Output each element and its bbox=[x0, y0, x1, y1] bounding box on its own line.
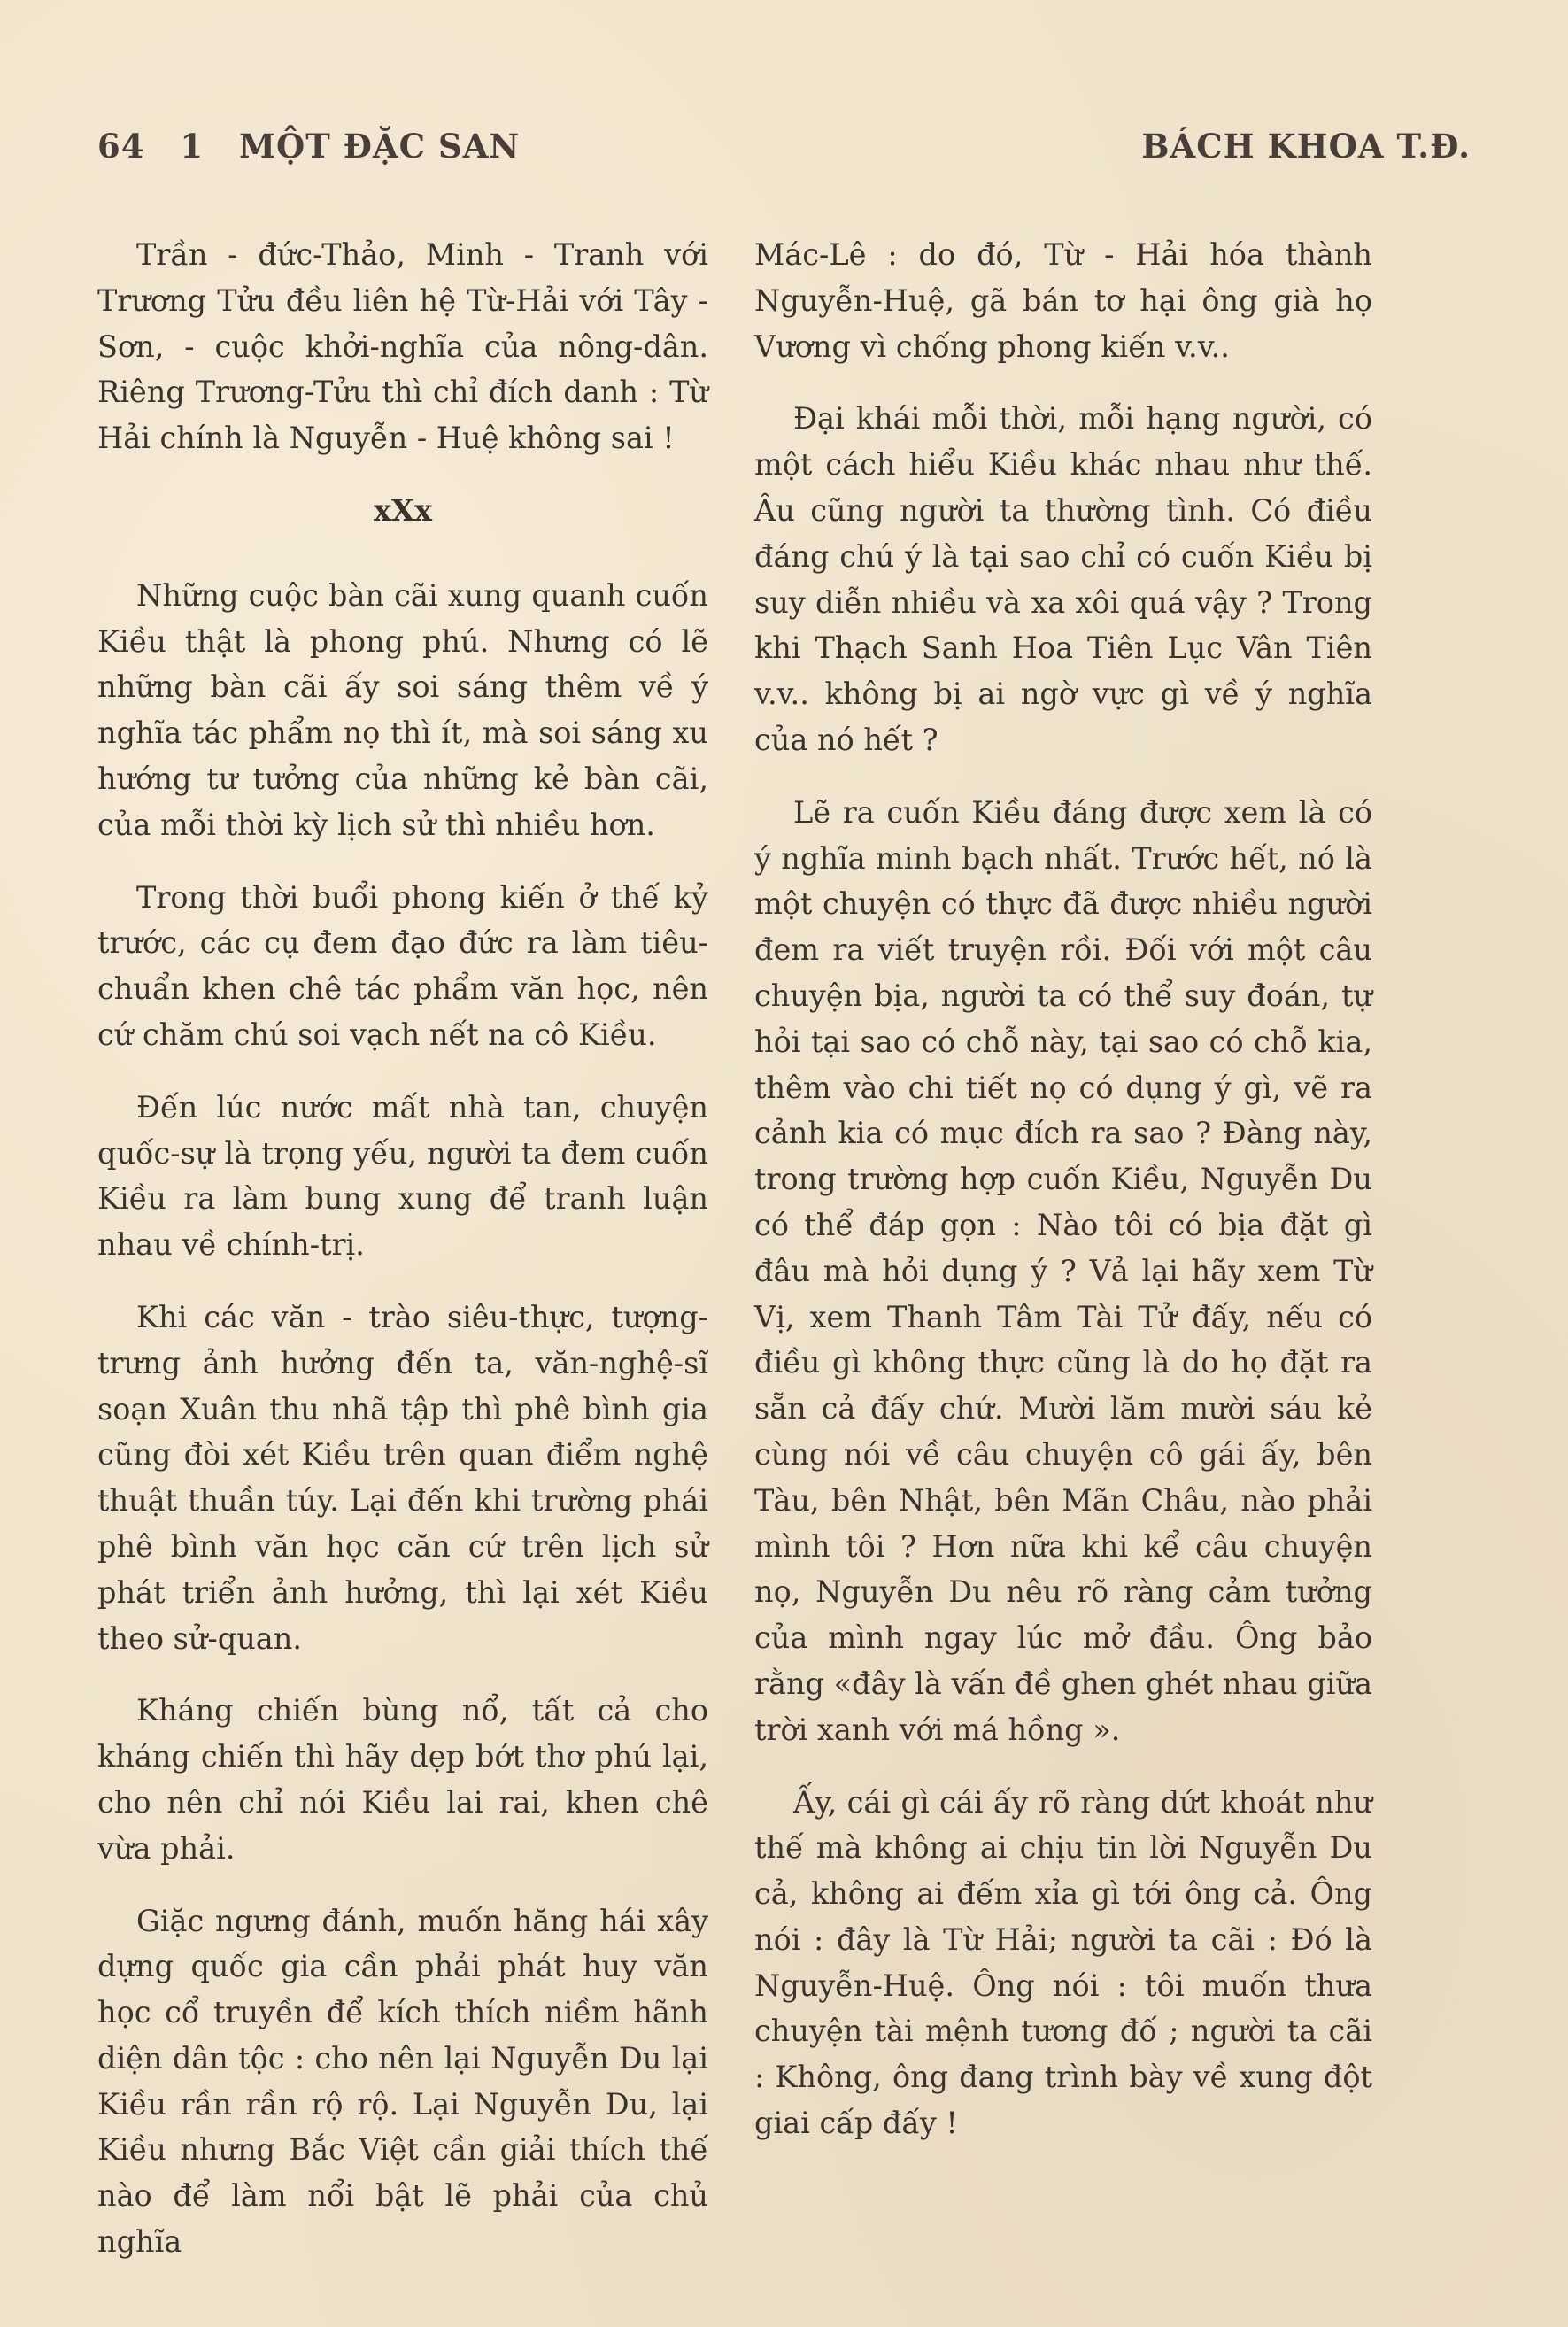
page-number: 64 bbox=[97, 127, 145, 166]
publication-title: MỘT ĐẶC SAN bbox=[239, 127, 521, 166]
page-header bbox=[97, 127, 1471, 180]
section-separator: xXx bbox=[374, 492, 432, 528]
paragraph: Ấy, cái gì cái ấy rõ ràng dứt khoát như thế mà không ai chịu tin lời Nguyễn Du cả, không ai đếm xỉa gì tới ông cả. Ông nói : đây là Từ Hải; người ta cãi : Đó là Nguyễn-Huệ. Ông nói : tôi muốn thưa chuyện tài mệnh tương đố ; người ta cãi : Không, ông đang trình bày về xung đột giai cấp đấy ! bbox=[754, 1784, 1372, 2141]
header-separator: 1 bbox=[180, 127, 205, 166]
magazine-title: BÁCH KHOA T.Đ. bbox=[1141, 127, 1471, 166]
paragraph: Khi các văn - trào siêu-thực, tượng-trưng ảnh hưởng đến ta, văn-nghệ-sĩ soạn Xuân thu nhã tập thì phê bình gia cũng đòi xét Kiều trên quan điểm nghệ thuật thuần túy. Lại đến khi trường phái phê bình văn học căn cứ trên lịch sử phát triển ảnh hưởng, thì lại xét Kiều theo sử-quan. bbox=[97, 1299, 708, 1656]
paragraph: Đại khái mỗi thời, mỗi hạng người, có một cách hiểu Kiều khác nhau như thế. Âu cũng người ta thường tình. Có điều đáng chú ý là tại sao chỉ có cuốn Kiều bị suy diễn nhiều và xa xôi quá vậy ? Trong khi Thạch Sanh Hoa Tiên Lục Vân Tiên v.v.. không bị ai ngờ vực gì về ý nghĩa của nó hết ? bbox=[754, 401, 1372, 757]
paragraph: Kháng chiến bùng nổ, tất cả cho kháng chiến thì hãy dẹp bớt thơ phú lại, cho nên chỉ nói Kiều lai rai, khen chê vừa phải. bbox=[97, 1693, 708, 1866]
right-column bbox=[754, 232, 1372, 2173]
paragraph: Trong thời buổi phong kiến ở thế kỷ trước, các cụ đem đạo đức ra làm tiêu-chuẩn khen chê tác phẩm văn học, nên cứ chăm chú soi vạch nết na cô Kiều. bbox=[97, 879, 708, 1052]
header-left bbox=[97, 127, 543, 166]
paragraph: Giặc ngưng đánh, muốn hăng hái xây dựng quốc gia cần phải phát huy văn học cổ truyền để kích thích niềm hãnh diện dân tộc : cho nên lại Nguyễn Du lại Kiều rần rần rộ rộ. Lại Nguyễn Du, lại Kiều nhưng Bắc Việt cần giải thích thế nào để làm nổi bật lẽ phải của chủ nghĩa bbox=[97, 1903, 708, 2260]
paragraph: Trần - đức-Thảo, Minh - Tranh với Trương Tửu đều liên hệ Từ-Hải với Tây - Sơn, - cuộc khởi-nghĩa của nông-dân. Riêng Trương-Tửu thì chỉ đích danh : Từ Hải chính là Nguyễn - Huệ không sai ! bbox=[97, 237, 708, 456]
paragraph: Mác-Lê : do đó, Từ - Hải hóa thành Nguyễn-Huệ, gã bán tơ hại ông già họ Vương vì chống phong kiến v.v.. bbox=[754, 237, 1372, 364]
left-column bbox=[97, 232, 708, 2292]
paragraph: Những cuộc bàn cãi xung quanh cuốn Kiều thật là phong phú. Nhưng có lẽ những bàn cãi ấy soi sáng thêm về ý nghĩa tác phẩm nọ thì ít, mà soi sáng xu hướng tư tưởng của những kẻ bàn cãi, của mỗi thời kỳ lịch sử thì nhiều hơn. bbox=[97, 577, 708, 842]
paragraph: Lẽ ra cuốn Kiều đáng được xem là có ý nghĩa minh bạch nhất. Trước hết, nó là một chuyện có thực đã được nhiều người đem ra viết truyện rồi. Đối với một câu chuyện bịa, người ta có thể suy đoán, tự hỏi tại sao có chỗ này, tại sao có chỗ kia, thêm vào chi tiết nọ có dụng ý gì, vẽ ra cảnh kia có mục đích ra sao ? Đàng này, trong trường hợp cuốn Kiều, Nguyễn Du có thể đáp gọn : Nào tôi có bịa đặt gì đâu mà hỏi dụng ý ? Vả lại hãy xem Từ Vị, xem Thanh Tâm Tài Tử đấy, nếu có điều gì không thực cũng là do họ đặt ra sẵn cả đấy chứ. Mười lăm mười sáu kẻ cùng nói về câu chuyện cô gái ấy, bên Tàu, bên Nhật, bên Mãn Châu, nào phải mình tôi ? Hơn nữa khi kể câu chuyện nọ, Nguyễn Du nêu rõ ràng cảm tưởng của mình ngay lúc mở đầu. Ông bảo rằng «đây là vấn đề ghen ghét nhau giữa trời xanh với má hồng ». bbox=[754, 794, 1372, 1747]
paragraph: Đến lúc nước mất nhà tan, chuyện quốc-sự là trọng yếu, người ta đem cuốn Kiều ra làm bung xung để tranh luận nhau về chính-trị. bbox=[97, 1089, 708, 1263]
